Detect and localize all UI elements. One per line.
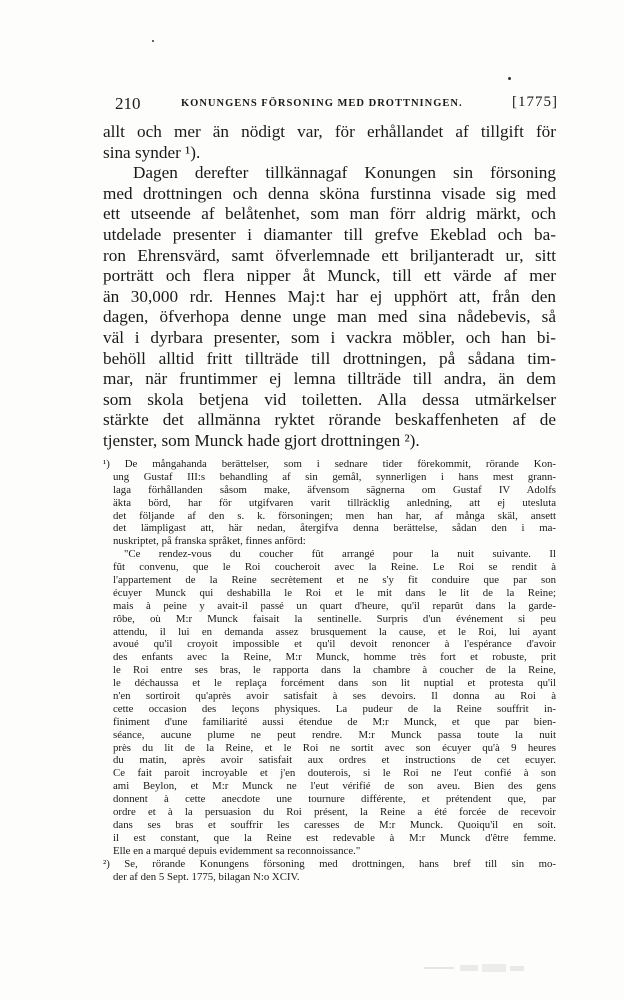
footnote-line: dans ses bras et souffrir les caresses de M:r Munck. Quoiqu'il en soit. [113, 818, 556, 831]
running-title: KONUNGENS FÖRSONING MED DROTTNINGEN. [181, 98, 463, 109]
footnote-line: le déchaussa et le replaça forcément dans son lit nuptial et protesta qu'il [113, 677, 556, 690]
text-line: porträtt och flera nipper åt Munck, till ett värde af mer [103, 266, 556, 286]
footnote-line: det lämpligast att, här nedan, återgifva denna berättelse, sådan den i ma- [113, 522, 556, 535]
faint-library-stamp [420, 960, 540, 978]
footnote-line: nuskriptet, på franska språket, finnes anförd: [113, 535, 306, 548]
footnote-line: écuyer Munck qui deshabilla le Roi et le mit dans le lit de la Reine; [113, 586, 556, 599]
footnote-line: finiment d'une familiarité aussi étendue de M:r Munck, et que par bien- [113, 715, 556, 728]
text-line: dagen, öfverhopa denne unge man med sina nådebevis, så [103, 307, 556, 327]
footnote-line: cette occasion des leçons physiques. La pudeur de la Reine souffrit in- [113, 702, 556, 715]
text-line: allt och mer än nödigt var, för erhållandet af tillgift för [103, 122, 556, 141]
footnote-line: l'appartement de la Reine secrètement et ne s'y fit conduire que par son [113, 574, 556, 587]
main-text [103, 122, 556, 452]
footnote-line: det följande af den s. k. försoningen; men han har, af många skäl, ansett [113, 509, 556, 522]
footnote-line: ordre et à la persuasion du Roi présent, la Reine a été forcée de recevoir [113, 806, 556, 819]
text-line: sina synder ¹). [103, 142, 201, 162]
stamp-marks [420, 960, 540, 978]
footnote-line: ¹) De mångahanda berättelser, som i sednare tider förekommit, rörande Kon- [103, 458, 556, 470]
footnote-line: le Roi entre ses bras, le rapporta dans la chambre à coucher de la Reine, [113, 664, 556, 677]
footnote-line: mais à peine y avait-il passé un quart d'heure, qu'il reparût dans la garde- [113, 599, 556, 612]
footnote-line: äkta börd, har för utgifvaren varit tillräcklig anledning, att ej utesluta [113, 496, 556, 509]
footnote-line: ami Beylon, et M:r Munck ne l'eut vérifié de son aveu. Bien des gens [113, 780, 556, 793]
running-header [103, 94, 558, 118]
footnote-line: du matin, après avoir satisfait aux ordres et instructions de cet ecuyer. [113, 754, 556, 767]
footnote-line: séance, aucune plume ne peut rendre. M:r Munck passa toute la nuit [113, 728, 556, 741]
footnote-line: donnent à cette anecdote une tournure différente, et prétendent que, par [113, 793, 556, 806]
text-line: än 30,000 rdr. Hennes Maj:t har ej upphört att, från den [103, 286, 556, 306]
text-line: ron Ehrensvärd, samt öfverlemnade ett briljanteradt ur, sitt [103, 245, 556, 265]
ink-speck [508, 77, 511, 80]
footnote-line: il est constant, que la Reine est redevable à M:r Munck d'être femme. [113, 831, 556, 844]
text-line: Dagen derefter tillkännagaf Konungen sin försoning [133, 163, 556, 183]
year-marker: [1775] [512, 94, 558, 110]
footnote-line: près du lit de la Reine, et le Roi ne sortit avec son écuyer qu'à 9 heures [113, 741, 556, 754]
text-line: som skola betjena vid toiletten. Alla dessa utmärkelser [103, 389, 556, 409]
text-line: tjenster, som Munck hade gjort drottningen ²). [103, 430, 420, 450]
footnote-line: laga förhållanden såsom make, äfvensom sägnerna om Gustaf IV Adolfs [113, 483, 556, 496]
footnote-line: Ce fait paroit incroyable et j'en douterois, si le Roi ne l'eut confié à son [113, 767, 556, 780]
footnote-line: ²) Se, rörande Konungens försoning med drottningen, hans bref till sin mo- [103, 857, 556, 870]
footnote-line: n'en sortiroit qu'après avoir satisfait à ses devoirs. Il donna au Roi à [113, 690, 556, 703]
text-line: stärkte det allmänna ryktet rörande beskaffenheten af de [103, 410, 556, 430]
footnote-line: der af den 5 Sept. 1775, bilagan N:o XCIV. [113, 870, 300, 883]
ink-speck [152, 40, 154, 42]
text-line: behöll alltid fritt tillträde till drottningen, på sådana tim- [103, 348, 556, 368]
footnote-line: Elle en a marqué depuis evidemment sa reconnoissance." [113, 844, 361, 857]
footnote-line: fût convenu, que le Roi coucheroit avec la Reine. Le Roi se rendit à [113, 561, 556, 574]
footnote-line: attendu, il lui en demanda assez brusquement la cause, et le Roi, lui ayant [113, 625, 556, 638]
footnote-line: "Ce rendez-vous du coucher fût arrangé pour la nuit suivante. Il [124, 548, 556, 561]
footnote-line: ung Gustaf III:s behandling af sin gemål, synnerligen i hans mest grann- [113, 470, 556, 483]
text-line: ett utseende af belåtenhet, som man förr aldrig märkt, och [103, 204, 556, 224]
page-number: 210 [115, 94, 141, 113]
text-line: mar, när fruntimmer ej lemna tillträde till andra, än dem [103, 369, 556, 389]
footnote-line: rôbe, où M:r Munck faisait la sentinelle. Surpris d'un événement si peu [113, 612, 556, 625]
text-line: utdelade presenter i diamanter till grefve Ekeblad och ba- [103, 224, 556, 244]
footnote-line: avoué qu'il croyoit impossible et qu'il devoit renoncer à l'espérance d'avoir [113, 638, 556, 651]
footnote-line: des enfants avec la Reine, M:r Munck, homme très fort et robuste, prit [113, 651, 556, 664]
text-line: väl i dyrbara presenter, som i vackra möbler, och han bi- [103, 327, 556, 347]
footnotes [103, 458, 556, 883]
text-line: med drottningen och denna sköna furstinna visade sig med [103, 183, 556, 203]
